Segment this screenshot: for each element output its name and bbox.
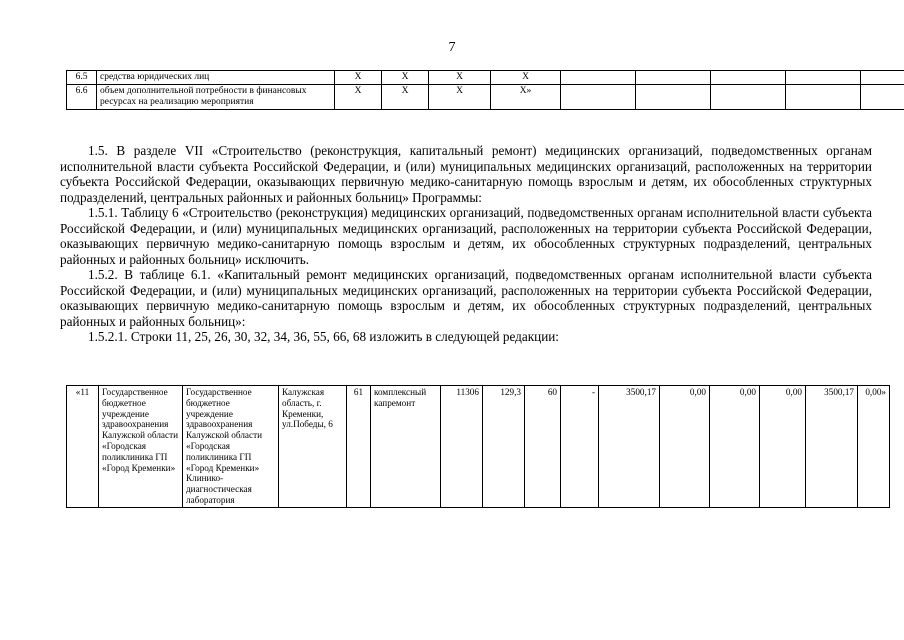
cell: 3500,17 [806,386,858,508]
paragraph: 1.5.2.1. Строки 11, 25, 26, 30, 32, 34, 36, 55, 66, 68 изложить в следующей редакции: [88,329,559,344]
address: Калужская область, г. Кременки, ул.Победы, 6 [279,386,347,508]
paragraph: 1.5. В разделе VII «Строительство (реконструкция, капитальный ремонт) медицинских организаций, подведомственных органам исполнительной власти субъекта Российской Федерации, и (или) муниципальных медицинских организаций, расположенных на территории субъекта Российской Федерации, оказывающих первичную медико-санитарную помощь взрослым и детям, их обособленных структурных подразделений, центральных районных и районных больниц» Программы: [60,143,872,205]
continuation-table [66,70,904,110]
cell [636,85,711,110]
cell: Х» [491,85,561,110]
cell: 11306 [441,386,483,508]
cell: Х [429,85,491,110]
paragraph: 1.5.1. Таблицу 6 «Строительство (реконструкция) медицинских организаций, подведомственных органам исполнительной власти субъекта Российской Федерации, и (или) муниципальных медицинских организаций, расположенных на территории субъекта Российской Федерации, оказывающих первичную медико-санитарную помощь взрослым и детям, их обособленных структурных подразделений, центральных районных и районных больниц» исключить. [60,205,872,267]
cell [711,71,786,85]
row-name: средства юридических лиц [97,71,335,85]
cell: 3500,17 [599,386,660,508]
cell: Х [491,71,561,85]
work-type: комплексный капремонт [371,386,441,508]
row-number: «11 [67,386,99,508]
table-row [67,85,904,110]
cell [561,85,636,110]
org-name: Государственное бюджетное учреждение здравоохранения Калужской области «Городская поликлиника ГП «Город Кременки» [99,386,183,508]
repair-table [66,385,890,508]
cell [561,71,636,85]
cell: 129,3 [483,386,525,508]
code: 61 [347,386,371,508]
cell: 0,00» [858,386,890,508]
cell [861,71,904,85]
paragraph: 1.5.2. В таблице 6.1. «Капитальный ремонт медицинских организаций, подведомственных органам исполнительной власти субъекта Российской Федерации, и (или) муниципальных медицинских организаций, расположенных на территории субъекта Российской Федерации, оказывающих первичную медико-санитарную помощь взрослым и детям, их обособленных структурных подразделений, центральных районных и районных больниц»: [60,267,872,329]
cell: Х [429,71,491,85]
cell: Х [382,85,429,110]
document-body [60,143,872,345]
row-number: 6.6 [67,85,97,110]
table-row [67,71,904,85]
cell: Х [335,85,382,110]
page-number: 7 [448,40,456,55]
row-name: объем дополнительной потребности в финансовых ресурсах на реализацию мероприятия [97,85,335,110]
cell: 60 [525,386,561,508]
object-name: Государственное бюджетное учреждение здравоохранения Калужской области «Городская поликлиника ГП «Город Кременки» Клинико-диагностическая лаборатория [183,386,279,508]
cell [636,71,711,85]
cell [711,85,786,110]
cell: Х [382,71,429,85]
cell [786,71,861,85]
cell [786,85,861,110]
table-row [67,386,890,508]
cell: 0,00 [660,386,710,508]
cell: - [561,386,599,508]
cell [861,85,904,110]
row-number: 6.5 [67,71,97,85]
cell: 0,00 [710,386,760,508]
cell: 0,00 [760,386,806,508]
cell: Х [335,71,382,85]
